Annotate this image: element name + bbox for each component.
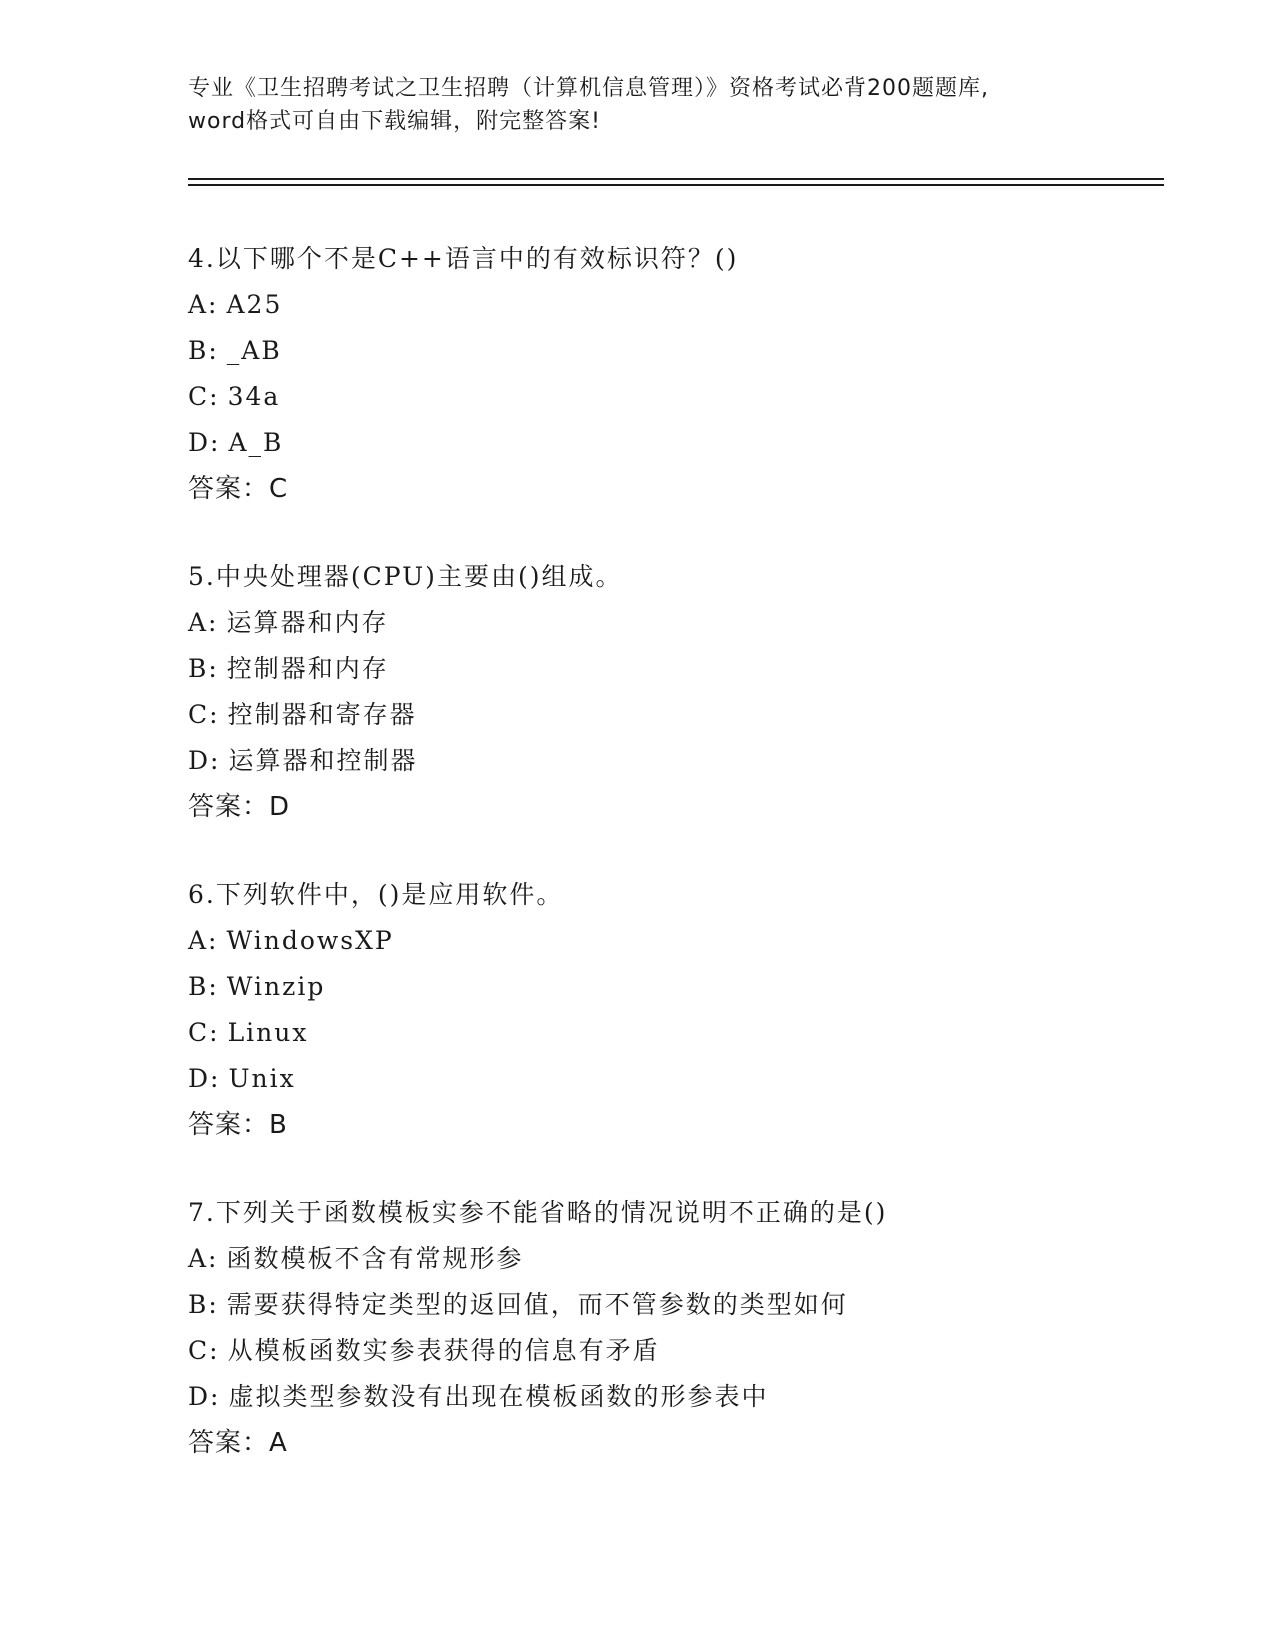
question-stem: 4.以下哪个不是C++语言中的有效标识符？() bbox=[188, 244, 739, 273]
option-key: B: bbox=[188, 972, 219, 1001]
option-key: C: bbox=[188, 700, 220, 729]
option-key: D: bbox=[188, 1064, 221, 1093]
answer-line bbox=[188, 466, 1148, 512]
option-key: A: bbox=[188, 608, 219, 637]
answer-label: 答案： bbox=[188, 474, 270, 504]
option-d bbox=[188, 1056, 1148, 1102]
option-text: 34a bbox=[227, 382, 281, 411]
option-b bbox=[188, 1282, 1148, 1328]
answer-value: A bbox=[269, 1428, 288, 1458]
option-text: Unix bbox=[228, 1064, 296, 1093]
answer-value: D bbox=[269, 792, 291, 822]
option-text: Winzip bbox=[226, 972, 326, 1001]
option-text: 函数模板不含有常规形参 bbox=[226, 1244, 524, 1273]
option-text: 运算器和控制器 bbox=[228, 746, 418, 775]
answer-line bbox=[188, 1102, 1148, 1148]
option-key: D: bbox=[188, 1382, 221, 1411]
header-divider-top bbox=[188, 178, 1164, 180]
option-d bbox=[188, 420, 1148, 466]
option-c bbox=[188, 1328, 1148, 1374]
answer-line bbox=[188, 784, 1148, 830]
option-text: Linux bbox=[227, 1018, 309, 1047]
option-key: D: bbox=[188, 746, 221, 775]
option-key: C: bbox=[188, 382, 220, 411]
option-key: B: bbox=[188, 336, 219, 365]
option-b bbox=[188, 646, 1148, 692]
option-a bbox=[188, 1236, 1148, 1282]
answer-label: 答案： bbox=[188, 1110, 270, 1140]
option-text: 控制器和内存 bbox=[226, 654, 389, 683]
answer-value: B bbox=[269, 1110, 288, 1140]
option-b bbox=[188, 964, 1148, 1010]
question-item bbox=[188, 236, 1148, 512]
question-list bbox=[188, 236, 1148, 1508]
question-item bbox=[188, 872, 1148, 1148]
document-header bbox=[188, 72, 1088, 138]
option-key: A: bbox=[188, 1244, 219, 1273]
option-b bbox=[188, 328, 1148, 374]
question-stem: 7.下列关于函数模板实参不能省略的情况说明不正确的是() bbox=[188, 1198, 888, 1227]
option-key: B: bbox=[188, 654, 219, 683]
option-text: 需要获得特定类型的返回值，而不管参数的类型如何 bbox=[226, 1290, 848, 1319]
question-stem: 6.下列软件中，()是应用软件。 bbox=[188, 880, 564, 909]
option-key: B: bbox=[188, 1290, 219, 1319]
option-key: A: bbox=[188, 926, 219, 955]
option-key: D: bbox=[188, 428, 221, 457]
answer-value: C bbox=[269, 474, 289, 504]
question-stem: 5.中央处理器(CPU)主要由()组成。 bbox=[188, 562, 623, 591]
option-text: 运算器和内存 bbox=[226, 608, 389, 637]
option-key: C: bbox=[188, 1336, 220, 1365]
option-a bbox=[188, 282, 1148, 328]
option-c bbox=[188, 374, 1148, 420]
header-title-line-2: word格式可自由下载编辑，附完整答案! bbox=[188, 109, 601, 134]
option-d bbox=[188, 738, 1148, 784]
header-divider-bottom bbox=[188, 184, 1164, 186]
option-c bbox=[188, 692, 1148, 738]
option-key: C: bbox=[188, 1018, 220, 1047]
option-text: _AB bbox=[226, 336, 282, 365]
option-d bbox=[188, 1374, 1148, 1420]
answer-label: 答案： bbox=[188, 792, 270, 822]
option-text: WindowsXP bbox=[226, 926, 394, 955]
answer-line bbox=[188, 1420, 1148, 1466]
option-text: 控制器和寄存器 bbox=[227, 700, 417, 729]
option-text: A25 bbox=[226, 290, 283, 319]
option-a bbox=[188, 600, 1148, 646]
option-a bbox=[188, 918, 1148, 964]
header-title-line-1: 专业《卫生招聘考试之卫生招聘（计算机信息管理）》资格考试必背200题题库, bbox=[188, 76, 989, 101]
answer-label: 答案： bbox=[188, 1428, 270, 1458]
question-item bbox=[188, 1190, 1148, 1466]
option-c bbox=[188, 1010, 1148, 1056]
option-key: A: bbox=[188, 290, 219, 319]
option-text: 从模板函数实参表获得的信息有矛盾 bbox=[227, 1336, 660, 1365]
option-text: A_B bbox=[228, 428, 284, 457]
option-text: 虚拟类型参数没有出现在模板函数的形参表中 bbox=[228, 1382, 769, 1411]
question-item bbox=[188, 554, 1148, 830]
